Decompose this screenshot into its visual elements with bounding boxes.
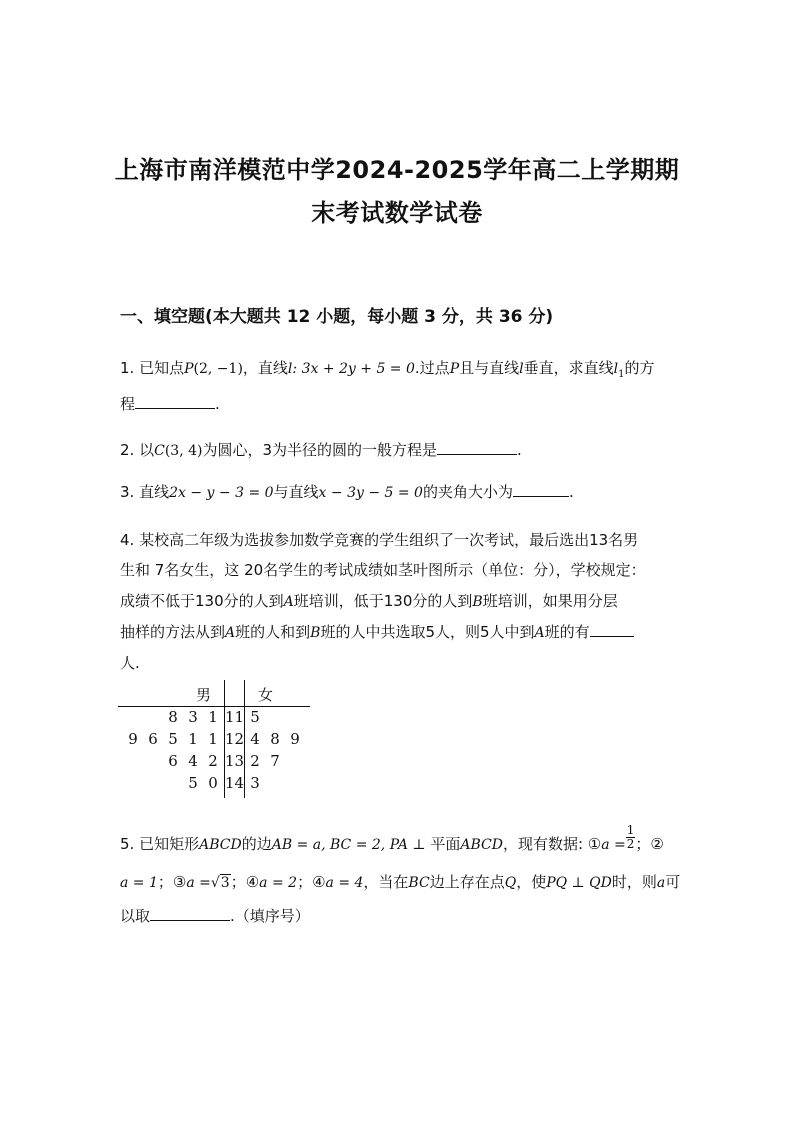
stem-value: 14 (225, 774, 245, 792)
sqrt-three: √3 (210, 875, 230, 891)
female-leaf: 5 (250, 708, 260, 726)
male-leaf: 5 (188, 774, 198, 792)
male-leaf: 8 (168, 708, 178, 726)
question-4-line-5: 人. (120, 654, 140, 672)
question-4-line-4: 抽样的方法从到A班的人和到B班的人中共选取5人，则5人中到A班的有 (120, 622, 634, 643)
female-leaf: 4 (250, 730, 260, 748)
female-label: 女 (258, 686, 274, 704)
title-line-1: 上海市南洋模范中学2024-2025学年高二上学期期 (114, 156, 680, 184)
question-5-line-1: 5. 已知矩形ABCD的边AB = a, BC = 2, PA ⊥ 平面ABCD，现有数据: ①a = $\frac{1}{2}$ ；② (120, 823, 664, 853)
stem-leaf-row (118, 708, 310, 730)
question-4-line-3: 成绩不低于130分的人到A班培训，低于130分的人到B班培训，如果用分层 (120, 592, 618, 610)
male-leaf: 3 (188, 708, 198, 726)
question-5-line-2: a = 1；③a =√3；④a = 2；④a = 4，当在BC边上存在点Q，使PQ ⊥ QD时，则a可 (120, 873, 681, 891)
question-4-line-2: 生和 7名女生，这 20名学生的考试成绩如茎叶图所示（单位：分），学校规定： (120, 561, 646, 579)
question-1-line-2: 程 . (120, 395, 220, 413)
stem-value: 11 (225, 708, 245, 726)
male-leaf: 9 (128, 730, 138, 748)
female-leaf: 9 (290, 730, 300, 748)
stem-leaf-row (118, 752, 310, 774)
female-leaf: 2 (250, 752, 260, 770)
question-3: 3. 直线2x − y − 3 = 0与直线x − 3y − 5 = 0的夹角大小为 . (120, 483, 574, 501)
title-line-2: 末考试数学试卷 (311, 199, 483, 227)
answer-blank-4[interactable] (590, 622, 634, 637)
answer-blank-3[interactable] (513, 482, 569, 497)
stem-value: 13 (225, 752, 245, 770)
question-2: 2. 以C(3, 4)为圆心，3为半径的圆的一般方程是 . (120, 441, 522, 459)
fraction-one-half: $\frac{1}{2}$ (626, 823, 635, 851)
stem-value: 12 (225, 730, 245, 748)
male-leaf: 4 (188, 752, 198, 770)
male-leaf: 0 (208, 774, 218, 792)
answer-blank-2[interactable] (437, 440, 517, 455)
question-1-line-1: 1. 已知点P(2, −1)，直线l: 3x + 2y + 5 = 0.过点P且与直线l垂直，求直线$l_1$的方 (120, 359, 655, 380)
section-heading-fill-in: 一、填空题(本大题共 12 小题，每小题 3 分，共 36 分) (120, 307, 554, 327)
stem-leaf-row (118, 730, 310, 752)
stem-leaf-row (118, 774, 310, 796)
female-leaf: 3 (250, 774, 260, 792)
female-leaf: 7 (270, 752, 280, 770)
male-leaf: 1 (188, 730, 198, 748)
question-5-line-3: 以取 .（填序号） (120, 907, 310, 925)
male-leaf: 1 (208, 730, 218, 748)
male-leaf: 5 (168, 730, 178, 748)
male-leaf: 6 (168, 752, 178, 770)
answer-blank-5[interactable] (150, 906, 230, 921)
male-leaf: 6 (148, 730, 158, 748)
header-divider (118, 706, 310, 707)
male-label: 男 (196, 686, 212, 704)
female-leaf: 8 (270, 730, 280, 748)
male-leaf: 1 (208, 708, 218, 726)
question-4-line-1: 4. 某校高二年级为选拔参加数学竞赛的学生组织了一次考试，最后选出13名男 (120, 531, 639, 549)
answer-blank-1[interactable] (135, 394, 215, 409)
male-leaf: 2 (208, 752, 218, 770)
stem-leaf-plot (118, 680, 310, 798)
